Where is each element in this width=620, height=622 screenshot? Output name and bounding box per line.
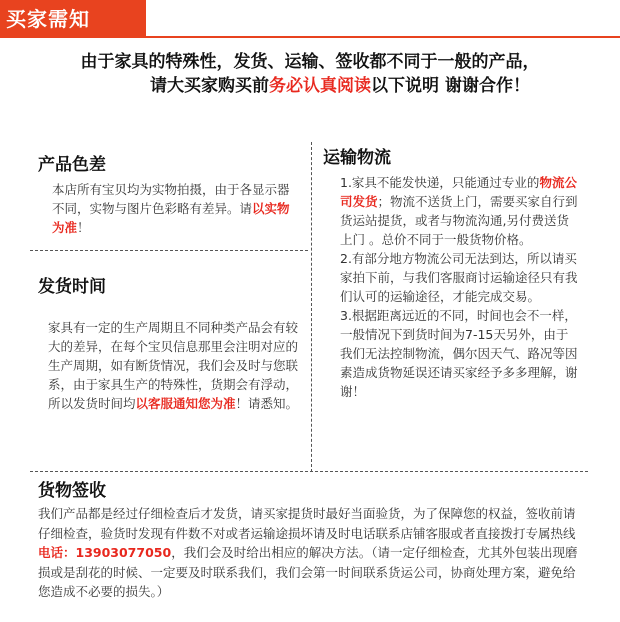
left-divider-top	[30, 250, 308, 251]
logistics-title: 运输物流	[323, 148, 391, 168]
receipt-text-prefix: 我们产品都是经过仔细检查后才发货，请买家提货时最好当面验货，为了保障您的权益，签收前请仔细检查，验货时发现有件数不对或者运输途损坏请及时电话联系店铺客服或者直接拨打专属热线	[38, 506, 576, 541]
header-bar	[0, 0, 620, 38]
logistics-p1-suffix: ；物流不送货上门，需要买家自行到货运站提货，或者与物流沟通,另付费送货上门 。总价不同于一般货物价格。	[340, 194, 578, 247]
color-text-prefix: 本店所有宝贝均为实物拍摄，由于各显示器不同，实物与图片色彩略有差异。请	[52, 182, 290, 216]
logistics-point-2: 2.有部分地方物流公司无法到达，所以请买家拍下前，与我们客服商讨运输途径只有我们认可的运输途径，才能完成交易。	[340, 251, 578, 304]
color-section-text	[52, 180, 300, 237]
color-section-title: 产品色差	[38, 155, 106, 175]
logistics-point-1	[340, 173, 580, 249]
ship-time-text-suffix: ！请悉知。	[235, 396, 299, 411]
receipt-text-middle: ，我们会及时给出相应的解决方法。	[171, 545, 372, 560]
logistics-point-3: 3.根据距离远近的不同，时间也会不一样，一般情况下到货时间为7-15天另外，由于我们无法控制物流，偶尔因天气、路况等因素造成货物延误还请买家经予多多理解，谢谢！	[340, 308, 578, 399]
intro-line-2-suffix: 以下说明 谢谢合作！	[371, 76, 530, 96]
ship-time-text	[48, 318, 300, 413]
logistics-text	[340, 173, 580, 401]
ship-time-text-prefix: 家具有一定的生产周期且不同种类产品会有较大的差异，在每个宝贝信息那里会注明对应的生产周期，如有断货情况，我们会及时与您联系，由于家具生产的特殊性，货期会有浮动，所以发货时间均	[48, 320, 299, 411]
header-title: 买家需知	[0, 0, 146, 38]
color-text-emphasis: 以实物为准	[52, 201, 290, 235]
intro-line-1: 由于家具的特殊性，发货、运输、签收都不同于一般的产品，	[80, 52, 540, 72]
ship-time-text-emphasis: 以客服通知您为准	[135, 396, 236, 411]
receipt-hotline: 电话：13903077050	[38, 545, 172, 560]
column-divider	[311, 142, 312, 472]
intro-emphasis: 务必认真阅读	[269, 76, 372, 96]
receipt-note: （请一定仔细检查，尤其外包装出现磨损或是刮花的时候、一定要及时联系我们，我们会第一时间联系货运公司，协商处理方案，避免给您造成不必要的损失。）	[38, 545, 578, 599]
color-text-suffix: ！	[77, 220, 90, 235]
logistics-p1-emphasis: 物流公司发货	[340, 175, 577, 209]
intro-line-2	[0, 74, 620, 98]
header-divider	[0, 36, 620, 38]
logistics-p1-prefix: 1.家具不能发快递，只能通过专业的	[340, 175, 540, 190]
ship-time-title: 发货时间	[38, 277, 106, 297]
intro-line-2-prefix: 请大买家购买前	[150, 76, 270, 96]
receipt-title: 货物签收	[38, 481, 106, 501]
receipt-text	[38, 504, 584, 602]
bottom-divider	[30, 471, 588, 472]
intro-notice	[0, 50, 620, 98]
